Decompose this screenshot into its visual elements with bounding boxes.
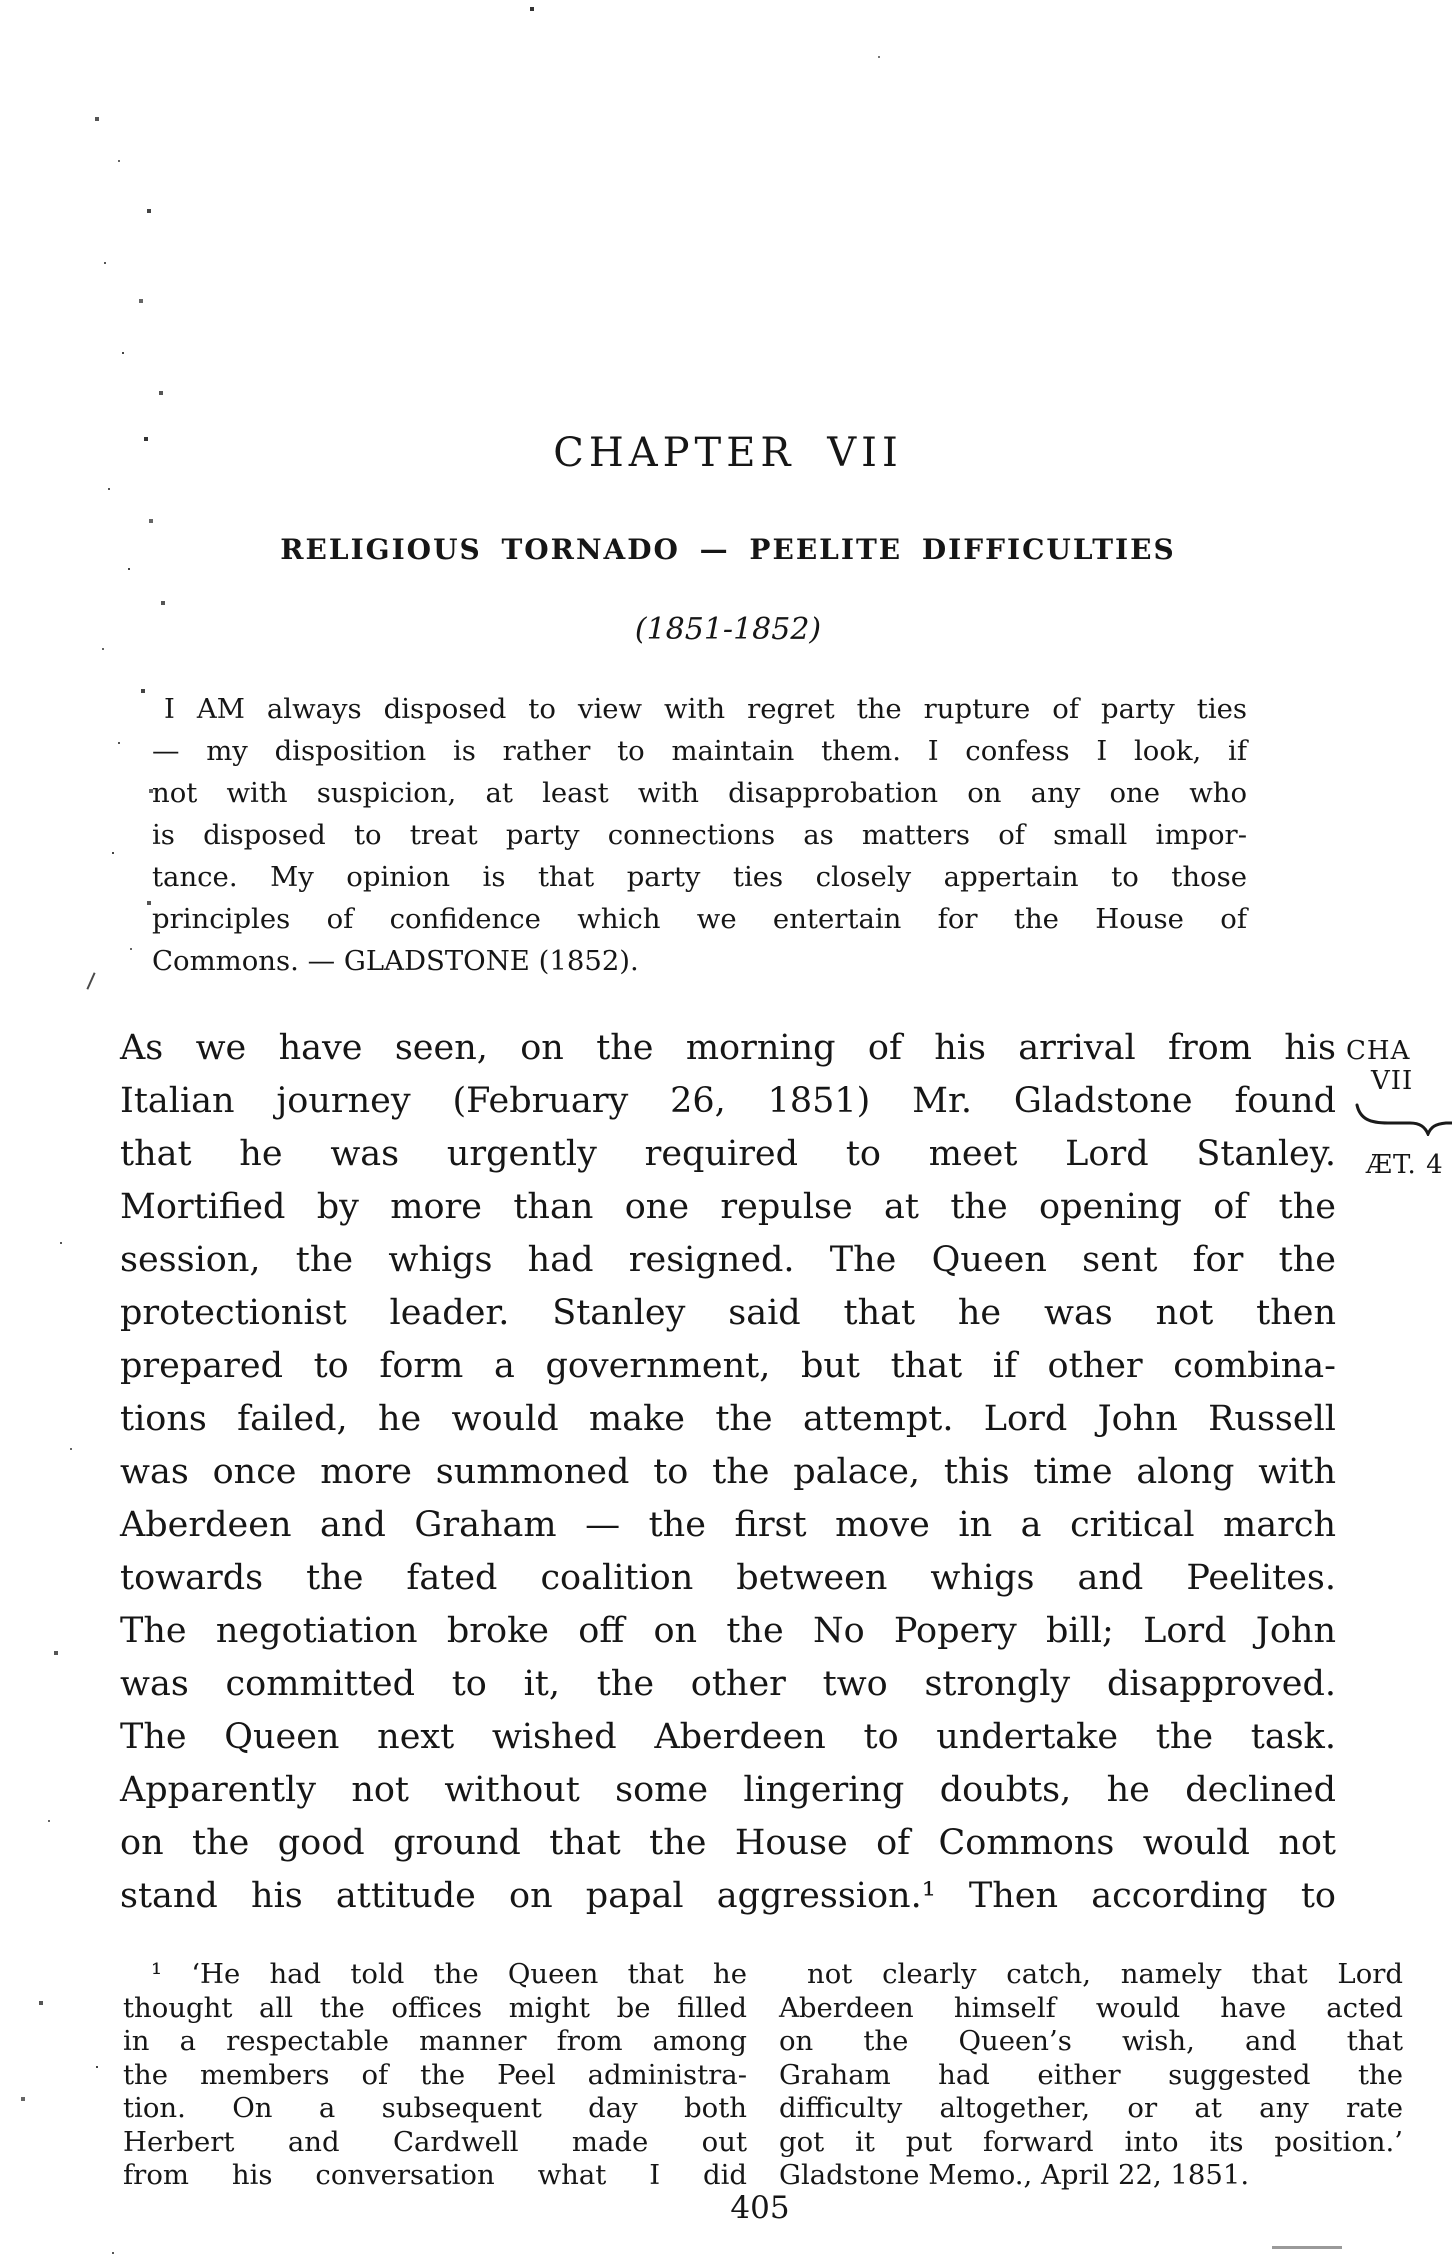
text-line: was once more summoned to the palace, this time along with xyxy=(120,1452,1336,1492)
scan-bottom-mark xyxy=(1272,2246,1342,2249)
text-line: Aberdeen and Graham — the first move in a critical march xyxy=(120,1505,1336,1545)
text-line: Mortified by more than one repulse at the opening of the xyxy=(120,1187,1336,1227)
text-line: As we have seen, on the morning of his arrival from his xyxy=(120,1028,1336,1068)
chapter-dates: (1851-1852) xyxy=(634,612,822,647)
text-line: protectionist leader. Stanley said that he was not then xyxy=(120,1293,1336,1333)
text-line: Aberdeen himself would have acted xyxy=(779,1991,1403,2024)
text-line: session, the whigs had resigned. The Queen sent for the xyxy=(120,1240,1336,1280)
text-line: I AM always disposed to view with regret the rupture of party ties xyxy=(164,693,1247,725)
footnote-column-right xyxy=(779,1958,1403,2193)
text-line: — my disposition is rather to maintain them. I confess I look, if xyxy=(152,735,1247,767)
margin-age-note: ÆT. 4 xyxy=(1366,1150,1444,1180)
text-line: from his conversation what I did xyxy=(123,2159,747,2191)
text-line: tance. My opinion is that party ties closely appertain to those xyxy=(152,861,1247,893)
text-line: on the good ground that the House of Commons would not xyxy=(120,1823,1336,1863)
chapter-title: RELIGIOUS TORNADO — PEELITE DIFFICULTIES xyxy=(280,533,1176,566)
text-line: Gladstone Memo., April 22, 1851. xyxy=(779,2159,1250,2191)
body-paragraph xyxy=(120,1022,1336,1923)
margin-chapter-number: VII xyxy=(1371,1066,1414,1096)
scan-slash-mark xyxy=(86,972,95,989)
text-line: not with suspicion, at least with disapprobation on any one who xyxy=(152,777,1247,809)
text-line: prepared to form a government, but that if other combina- xyxy=(120,1346,1336,1386)
text-line: was committed to it, the other two strongly disapproved. xyxy=(120,1664,1336,1704)
text-line: towards the fated coalition between whigs and Peelites. xyxy=(120,1558,1336,1598)
text-line: Herbert and Cardwell made out xyxy=(123,2125,747,2158)
text-line: difficulty altogether, or at any rate xyxy=(779,2092,1403,2124)
text-line: on the Queen’s wish, and that xyxy=(779,2025,1403,2057)
text-line: the members of the Peel administra- xyxy=(123,2058,747,2091)
margin-chapter-abbr: CHA xyxy=(1346,1036,1411,1066)
text-line: ¹ ‘He had told the Queen that he xyxy=(151,1958,747,1990)
footnotes-section xyxy=(123,1958,1403,2193)
margin-brace-icon xyxy=(1354,1102,1452,1136)
text-line: not clearly catch, namely that Lord xyxy=(807,1958,1403,1990)
text-line: tion. On a subsequent day both xyxy=(123,2092,747,2124)
text-line: that he was urgently required to meet Lord Stanley. xyxy=(120,1134,1336,1174)
text-line: got it put forward into its position.’ xyxy=(779,2125,1403,2158)
text-line: Graham had either suggested the xyxy=(779,2058,1403,2091)
text-line: is disposed to treat party connections as matters of small impor- xyxy=(152,819,1247,851)
text-line: The Queen next wished Aberdeen to undertake the task. xyxy=(120,1717,1336,1757)
page-number: 405 xyxy=(730,2190,790,2226)
text-line: stand his attitude on papal aggression.¹ Then according to xyxy=(120,1876,1336,1916)
text-line: tions failed, he would make the attempt. Lord John Russell xyxy=(120,1399,1336,1439)
text-line: Commons. — GLADSTONE (1852). xyxy=(152,945,639,977)
text-line: Apparently not without some lingering doubts, he declined xyxy=(120,1770,1336,1810)
scan-speckles xyxy=(0,0,2,2)
chapter-heading: CHAPTER VII xyxy=(553,430,903,476)
text-line: The negotiation broke off on the No Popery bill; Lord John xyxy=(120,1611,1336,1651)
epigraph-quote xyxy=(152,688,1247,982)
margin-note xyxy=(1344,1036,1452,1180)
text-line: in a respectable manner from among xyxy=(123,2025,747,2057)
text-line: principles of confidence which we entertain for the House of xyxy=(152,903,1247,935)
footnote-column-left xyxy=(123,1958,747,2193)
text-line: thought all the offices might be filled xyxy=(123,1991,747,2024)
text-line: Italian journey (February 26, 1851) Mr. Gladstone found xyxy=(120,1081,1336,1121)
